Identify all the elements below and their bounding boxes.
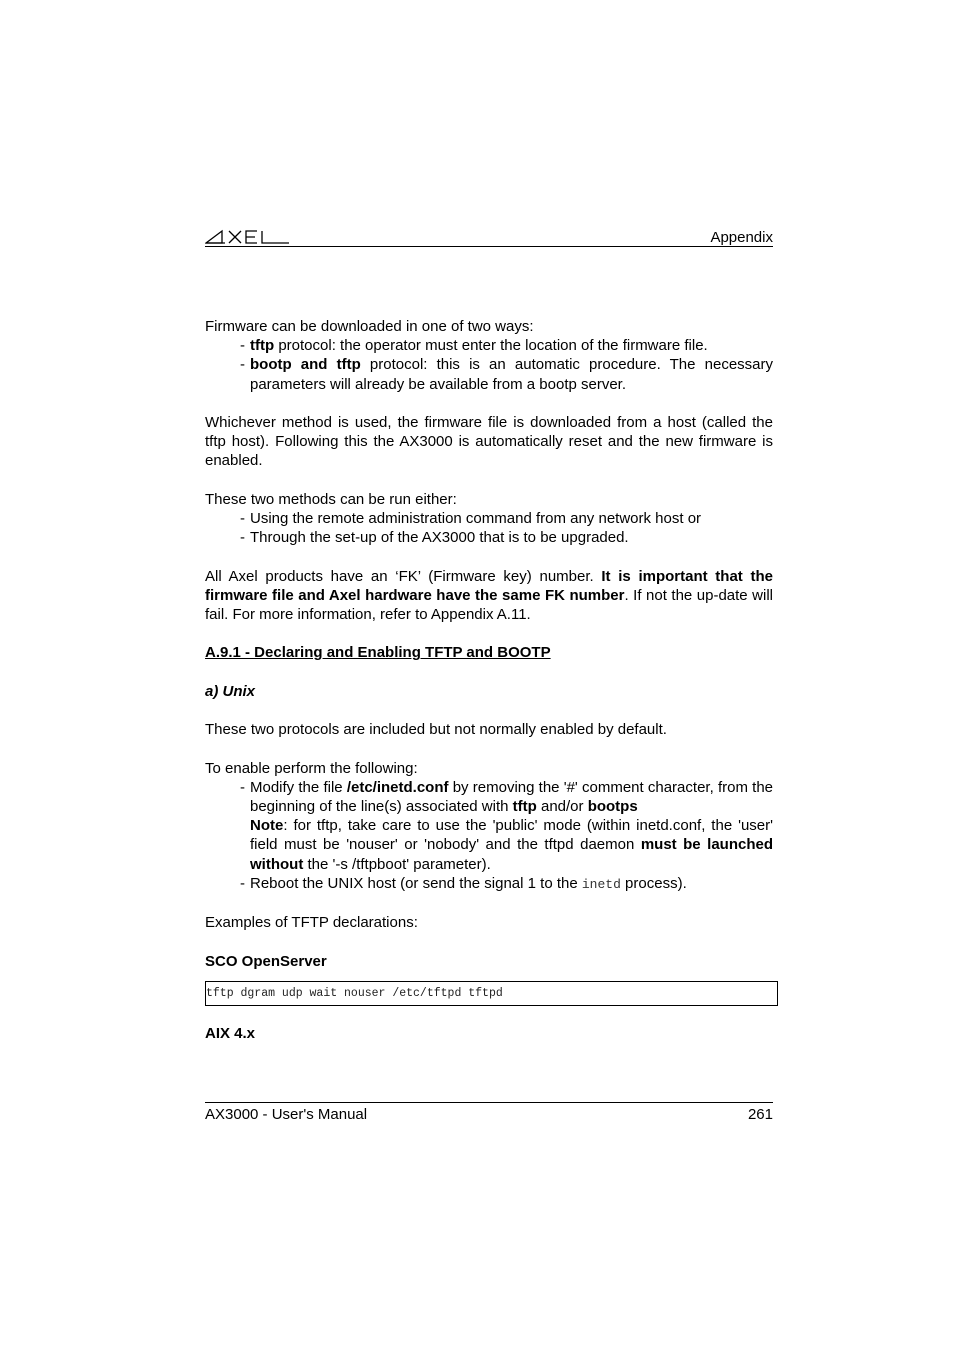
paragraph: These two methods can be run either: <box>205 490 457 508</box>
paragraph: All Axel products have an ‘FK’ (Firmware key) number. It is important that the firmware file and Axel hardware have the same FK number. If not the up-date will fail. For more information, refer to Appendix A.11. <box>205 567 774 623</box>
list-item: - Modify the file /etc/inetd.conf by removing the '#' comment character, from the beginning of the line(s) associated with tftp and/or bootps <box>240 778 773 815</box>
page-footer <box>205 1102 773 1122</box>
intro-paragraph: Firmware can be downloaded in one of two ways: <box>205 318 534 335</box>
list-item: - Reboot the UNIX host (or send the signal 1 to the inetd process). <box>240 874 687 892</box>
axel-logo <box>205 224 295 246</box>
paragraph: Whichever method is used, the firmware file is downloaded from a host (called the tftp host). Following this the AX3000 is automatically reset and the new firmware is enabled. <box>205 414 773 470</box>
page-number: 261 <box>747 1106 773 1123</box>
manual-title: AX3000 - User's Manual <box>205 1106 368 1123</box>
paragraph: To enable perform the following: <box>205 759 418 777</box>
sco-heading: SCO OpenServer <box>205 952 327 970</box>
section-heading: A.9.1 - Declaring and Enabling TFTP and BOOTP <box>205 644 551 662</box>
list-item: - Using the remote administration command from any network host or <box>240 510 702 527</box>
paragraph: These two protocols are included but not normally enabled by default. <box>205 721 667 739</box>
page-header <box>205 224 773 247</box>
aix-heading: AIX 4.x <box>205 1024 256 1042</box>
list-item: - bootp and tftp protocol: this is an automatic procedure. The necessary parameters will already be available from a bootp server. <box>240 356 774 393</box>
paragraph: Examples of TFTP declarations: <box>205 914 418 932</box>
document-body <box>205 317 773 1043</box>
list-item: - tftp protocol: the operator must enter the location of the firmware file. <box>240 337 708 355</box>
code-block: tftp dgram udp wait nouser /etc/tftpd tftpd <box>205 981 778 1006</box>
note: Note: for tftp, take care to use the 'public' mode (within inetd.conf, the 'user' field must be 'nouser' or 'nobody' and the tftpd daemon must be launched without the '-s /tftpboot' parameter). <box>250 817 773 873</box>
list-item: - Through the set-up of the AX3000 that is to be upgraded. <box>240 529 629 547</box>
header-section: Appendix <box>710 229 773 246</box>
subsection-heading: a) Unix <box>205 682 256 700</box>
